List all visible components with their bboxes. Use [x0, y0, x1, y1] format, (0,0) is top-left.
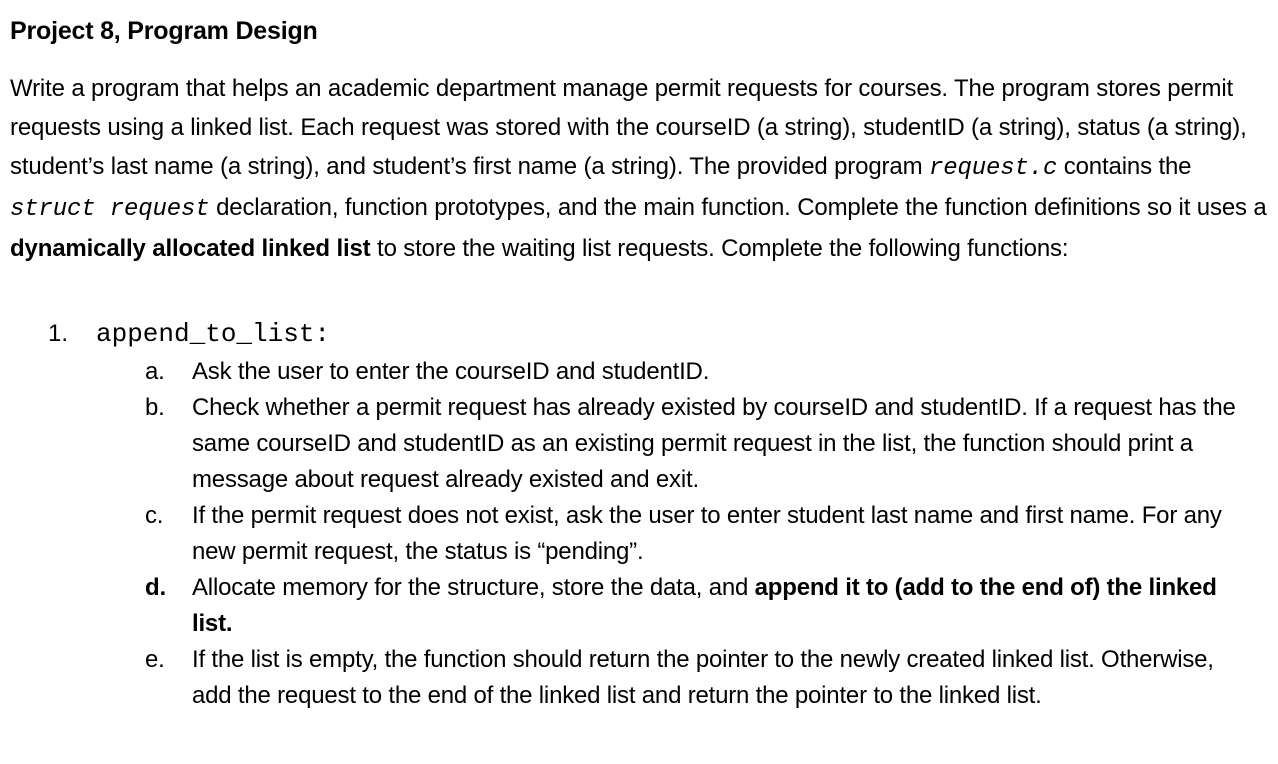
function-name-code: append_to_list: — [96, 319, 331, 349]
step-marker: d. — [145, 574, 166, 601]
step-c — [145, 498, 1255, 570]
function-steps-list — [145, 354, 1255, 714]
function-list-item — [48, 316, 330, 352]
struct-name-code: struct request — [10, 196, 210, 223]
step-marker: e. — [145, 646, 165, 673]
intro-bold-phrase: dynamically allocated linked list — [10, 235, 371, 262]
step-d — [145, 570, 1255, 642]
intro-text-1: Write a program that helps an academic department manage permit requests for courses. The program stores permit requests using a linked list. Each request was stored with the courseID (a string), studentID (a string), status (a string), student’s last name (a string), and student’s first name (a string). The provided program — [10, 75, 1247, 180]
list-number: 1. — [48, 320, 69, 347]
step-text: If the permit request does not exist, ask the user to enter student last name and first name. For any new permit request, the status is “pending”. — [192, 502, 1222, 565]
step-marker: c. — [145, 502, 164, 529]
step-text-bold: append it to (add to the end of) the linked list. — [192, 574, 1217, 637]
step-marker: b. — [145, 394, 165, 421]
step-a — [145, 354, 1255, 390]
intro-text-3: declaration, function prototypes, and the main function. Complete the function definitions so it uses a — [209, 194, 1267, 221]
document-title: Project 8, Program Design — [10, 17, 318, 45]
intro-text-4: to store the waiting list requests. Complete the following functions: — [370, 235, 1069, 262]
document-page — [10, 12, 1268, 268]
step-marker: a. — [145, 358, 165, 385]
file-name-code: request.c — [928, 155, 1058, 182]
intro-paragraph — [10, 69, 1268, 268]
step-text: If the list is empty, the function should return the pointer to the newly created linked list. Otherwise, add the request to the end of the linked list and return the pointer to the linked list. — [192, 646, 1214, 709]
step-e — [145, 642, 1255, 714]
step-text: Ask the user to enter the courseID and studentID. — [192, 358, 710, 385]
step-text: Allocate memory for the structure, store the data, and — [192, 574, 755, 601]
step-text: Check whether a permit request has already existed by courseID and studentID. If a request has the same courseID and studentID as an existing permit request in the list, the function should print a message about request already existed and exit. — [192, 394, 1236, 493]
step-b — [145, 390, 1255, 498]
intro-text-2: contains the — [1057, 153, 1192, 180]
